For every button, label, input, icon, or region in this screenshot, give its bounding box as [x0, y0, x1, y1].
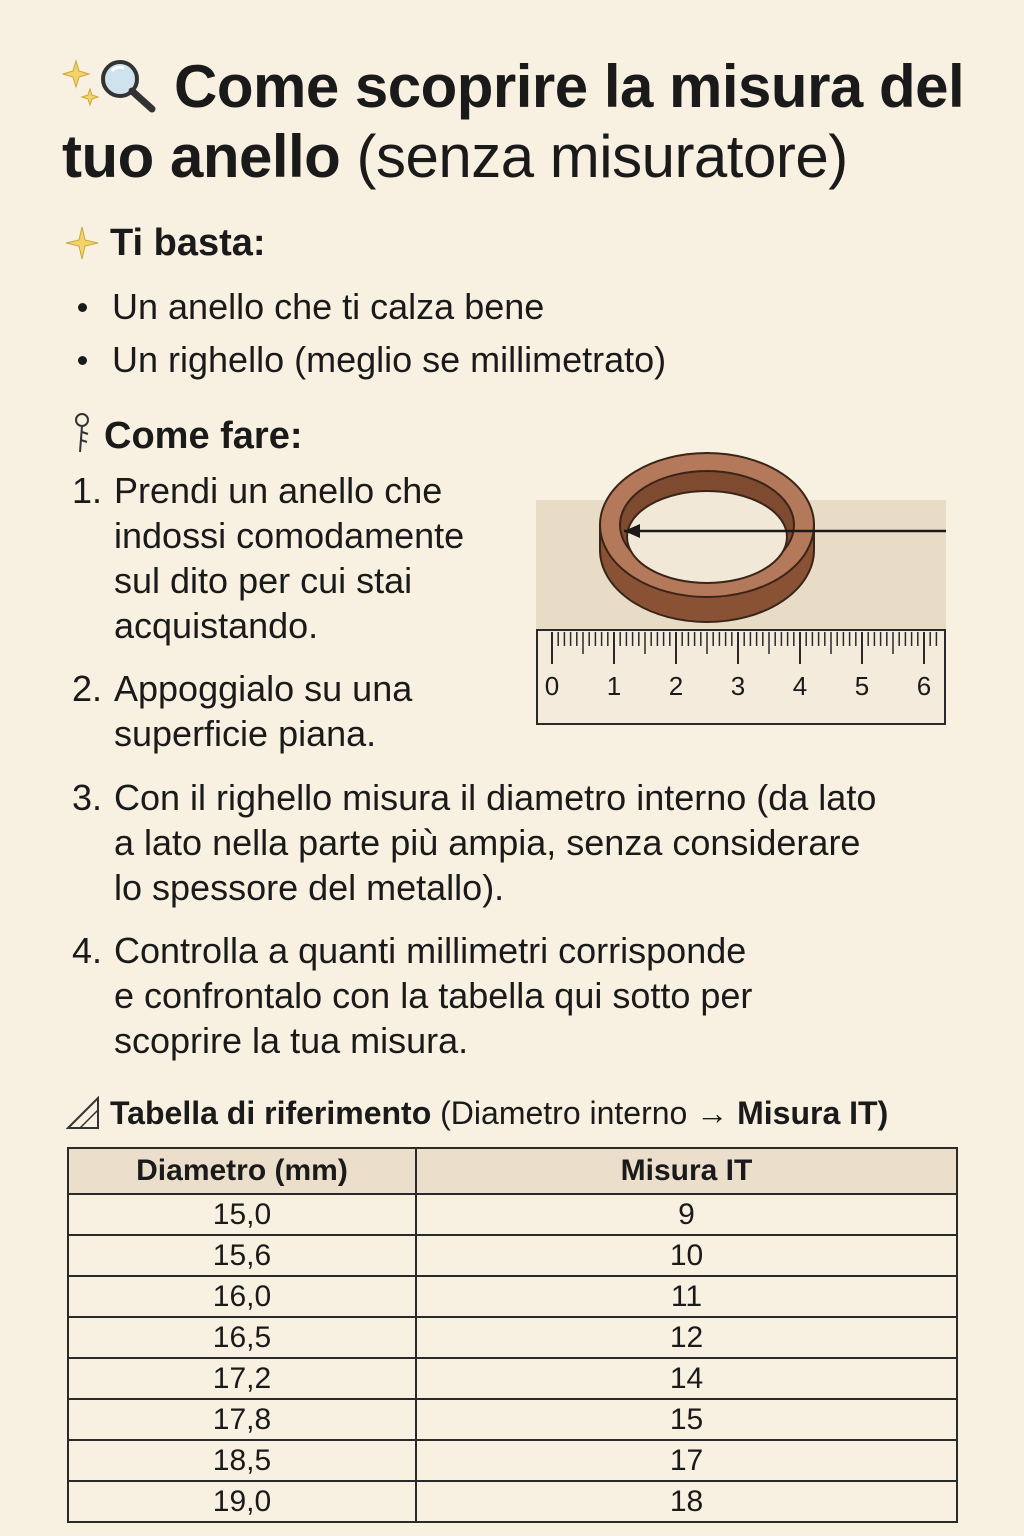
table-cell: 10	[416, 1235, 957, 1276]
ruler-label: 2	[668, 671, 684, 701]
table-cell: 9	[416, 1194, 957, 1235]
step-3	[72, 775, 1002, 910]
table-cell: 11	[416, 1276, 957, 1317]
table-row	[68, 1358, 957, 1399]
table-cell: 17,2	[68, 1358, 416, 1399]
step-line: sul dito per cui stai	[114, 560, 413, 601]
table-title	[66, 1095, 888, 1138]
step-line: lo spessore del metallo).	[114, 867, 505, 908]
step-line: Appoggialo su una	[114, 668, 413, 709]
table-title-normal: (Diametro interno →	[440, 1095, 729, 1131]
table-cell: 12	[416, 1317, 957, 1358]
ruler-label: 5	[854, 671, 870, 701]
column-header: Misura IT	[416, 1148, 957, 1194]
step-line: e confrontalo con la tabella qui sotto per	[114, 975, 753, 1016]
step-1	[72, 468, 532, 648]
list-item: Un anello che ti calza bene	[72, 280, 666, 333]
step-line: Controlla a quanti millimetri corrisponde	[114, 930, 747, 971]
sparkles-icon	[63, 61, 98, 105]
table-row	[68, 1276, 957, 1317]
table-row	[68, 1317, 957, 1358]
step-2	[72, 666, 532, 756]
step-line: Prendi un anello che	[114, 470, 443, 511]
step-4	[72, 928, 1002, 1063]
table-cell: 18,5	[68, 1440, 416, 1481]
step-number: 1.	[72, 470, 103, 511]
steps-heading-text: Come fare:	[104, 415, 303, 457]
ring-ruler-illustration	[530, 425, 960, 735]
step-number: 4.	[72, 930, 103, 971]
step-line: superficie piana.	[114, 713, 377, 754]
reference-table	[67, 1147, 958, 1523]
ruler-label: 1	[606, 671, 622, 701]
table-cell: 16,0	[68, 1276, 416, 1317]
needs-list	[72, 280, 666, 386]
step-line: indossi comodamente	[114, 515, 465, 556]
step-line: scoprire la tua misura.	[114, 1020, 469, 1061]
table-cell: 15,0	[68, 1194, 416, 1235]
table-row	[68, 1440, 957, 1481]
page-title	[62, 52, 1002, 192]
table-cell: 19,0	[68, 1481, 416, 1522]
step-number: 3.	[72, 777, 103, 818]
ruler-label: 0	[544, 671, 560, 701]
table-cell: 14	[416, 1358, 957, 1399]
table-cell: 17,8	[68, 1399, 416, 1440]
title-bold: Come scoprire la misura del tuo anello	[62, 53, 965, 190]
table-cell: 18	[416, 1481, 957, 1522]
step-line: a lato nella parte più ampia, senza considerare	[114, 822, 861, 863]
sparkles-magnifier-icon	[62, 57, 162, 113]
table-header-row	[68, 1148, 957, 1194]
ring-icon	[600, 453, 814, 622]
title-light: (senza misuratore)	[356, 123, 848, 190]
table-row	[68, 1399, 957, 1440]
column-header: Diametro (mm)	[68, 1148, 416, 1194]
step-number: 2.	[72, 668, 103, 709]
table-cell: 15	[416, 1399, 957, 1440]
table-title-bold: Tabella di riferimento	[110, 1095, 432, 1131]
magnifier-icon	[103, 62, 152, 109]
triangle-ruler-icon	[66, 1096, 100, 1138]
table-cell: 15,6	[68, 1235, 416, 1276]
table-row	[68, 1194, 957, 1235]
ruler-label: 6	[916, 671, 932, 701]
ruler-label: 3	[730, 671, 746, 701]
needs-heading	[64, 222, 266, 271]
table-cell: 17	[416, 1440, 957, 1481]
table-title-bold2: Misura IT)	[737, 1095, 889, 1131]
ruler-label: 4	[792, 671, 808, 701]
table-cell: 16,5	[68, 1317, 416, 1358]
step-line: acquistando.	[114, 605, 319, 646]
step-line: Con il righello misura il diametro interno (da lato	[114, 777, 877, 818]
pin-icon	[70, 412, 94, 464]
table-row	[68, 1235, 957, 1276]
list-item: Un righello (meglio se millimetrato)	[72, 333, 666, 386]
needs-heading-text: Ti basta:	[110, 222, 266, 264]
table-row	[68, 1481, 957, 1522]
steps-heading	[70, 412, 303, 464]
sparkle-icon	[64, 225, 100, 271]
